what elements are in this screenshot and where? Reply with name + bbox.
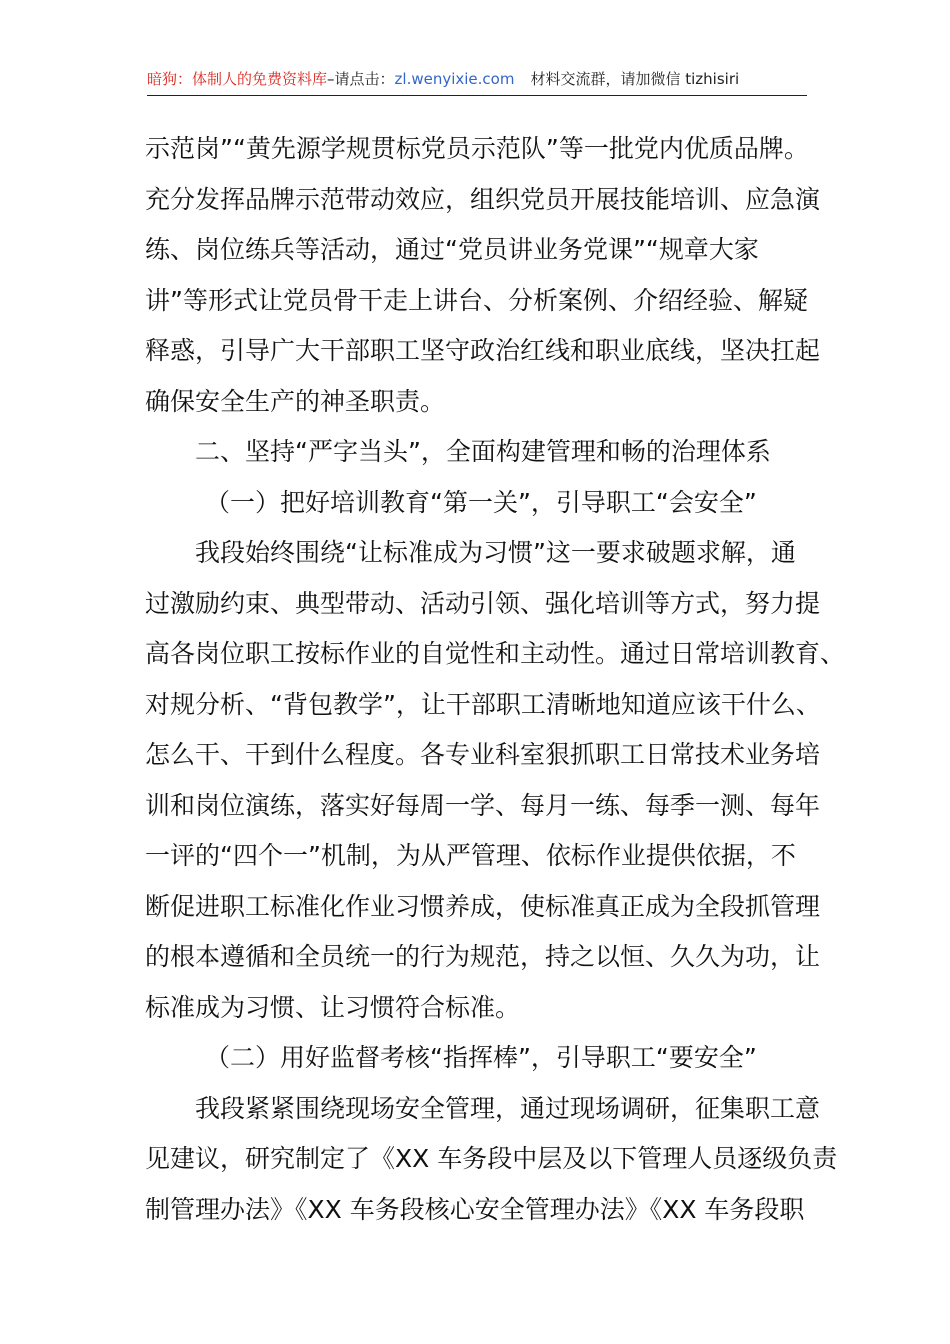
text-line: 释惑，引导广大干部职工坚守政治红线和职业底线，坚决扛起	[145, 336, 821, 365]
text-line: 对规分析、“背包教学”，让干部职工清晰地知道应该干什么、	[145, 689, 821, 719]
text-line: 训和岗位演练，落实好每周一学、每月一练、每季一测、每年	[145, 790, 821, 820]
text-line: 过激励约束、典型带动、活动引领、强化培训等方式，努力提	[145, 588, 821, 618]
text-line: 练、岗位练兵等活动，通过“党员讲业务党课”“规章大家	[145, 235, 759, 264]
subsection-heading: （一）把好培训教育“第一关”，引导职工“会安全”	[205, 487, 757, 517]
text-line: 高各岗位职工按标作业的自觉性和主动性。通过日常培训教育、	[145, 639, 846, 668]
text-line: 讲”等形式让党员骨干走上讲台、分析案例、介绍经验、解疑	[145, 285, 808, 315]
header-click-prefix: –请点击：	[327, 70, 395, 88]
paragraph-start: 我段始终围绕“让标准成为习惯”这一要求破题求解，通	[195, 538, 796, 567]
text-line: 怎么干、干到什么程度。各专业科室狠抓职工日常技术业务培	[145, 740, 821, 769]
text-line: 的根本遵循和全员统一的行为规范，持之以恒、久久为功，让	[145, 942, 821, 971]
section-heading: 二、坚持“严字当头”，全面构建管理和畅的治理体系	[195, 437, 771, 466]
text-line: 制管理办法》《XX 车务段核心安全管理办法》《XX 车务段职	[145, 1194, 805, 1224]
header-brand: 暗狗：体制人的免费资料库	[147, 70, 328, 88]
paragraph-start: 我段紧紧围绕现场安全管理，通过现场调研，征集职工意	[195, 1093, 821, 1123]
header-contact: 材料交流群，请加微信 tizhisiri	[530, 70, 740, 88]
page-header	[147, 66, 807, 96]
subsection-heading: （二）用好监督考核“指挥棒”，引导职工“要安全”	[205, 1043, 757, 1072]
text-line: 标准成为习惯、让习惯符合标准。	[145, 992, 521, 1022]
text-line: 一评的“四个一”机制，为从严管理、依标作业提供依据，不	[145, 841, 796, 870]
text-line: 充分发挥品牌示范带动效应，组织党员开展技能培训、应急演	[145, 184, 821, 214]
text-line: 示范岗”“黄先源学规贯标党员示范队”等一批党内优质品牌。	[145, 134, 809, 163]
text-line: 断促进职工标准化作业习惯养成，使标准真正成为全段抓管理	[145, 891, 821, 921]
document-body	[145, 124, 846, 1235]
text-line: 见建议，研究制定了《XX 车务段中层及以下管理人员逐级负责	[145, 1144, 838, 1173]
header-url-link[interactable]: zl.wenyixie.com	[394, 70, 515, 88]
text-line: 确保安全生产的神圣职责。	[145, 386, 446, 416]
